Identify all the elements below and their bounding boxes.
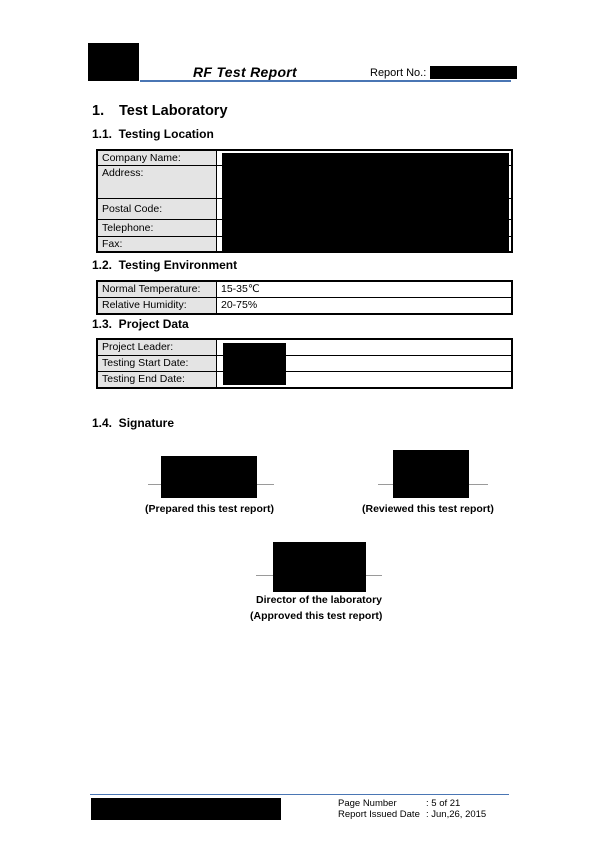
section-number: 1. xyxy=(92,103,105,119)
footer-divider xyxy=(90,794,509,795)
postal-code-label: Postal Code: xyxy=(97,199,217,220)
address-label: Address: xyxy=(97,166,217,199)
company-name-label: Company Name: xyxy=(97,150,217,166)
redacted-report-number xyxy=(430,66,517,79)
fax-label: Fax: xyxy=(97,237,217,253)
approved-caption: (Approved this test report) xyxy=(250,610,383,622)
testing-environment-heading: 1.2. Testing Environment xyxy=(92,258,238,272)
testing-start-date-label: Testing Start Date: xyxy=(97,356,217,372)
relative-humidity-value: 20-75% xyxy=(217,298,513,315)
table-row xyxy=(97,339,512,356)
report-title: RF Test Report xyxy=(193,64,298,80)
redacted-director-signature xyxy=(273,542,366,592)
redacted-project-details xyxy=(223,343,286,385)
table-row xyxy=(97,372,512,389)
project-data-table xyxy=(96,338,513,389)
redacted-prepared-signature xyxy=(161,456,257,498)
telephone-label: Telephone: xyxy=(97,220,217,237)
testing-location-heading: 1.1. Testing Location xyxy=(92,127,214,141)
page-number-value: : 5 of 21 xyxy=(426,798,461,809)
project-leader-label: Project Leader: xyxy=(97,339,217,356)
redacted-logo xyxy=(88,43,139,81)
redacted-reviewed-signature xyxy=(393,450,469,498)
table-row xyxy=(97,281,512,298)
header-divider xyxy=(140,80,511,82)
issued-date-label: Report Issued Date xyxy=(338,809,420,820)
signature-heading: 1.4. Signature xyxy=(92,416,175,430)
issued-date-value: : Jun,26, 2015 xyxy=(426,809,487,820)
testing-environment-table xyxy=(96,280,513,315)
prepared-caption: (Prepared this test report) xyxy=(145,503,274,515)
report-number-label: Report No.: xyxy=(370,67,427,79)
redacted-company-footer xyxy=(91,798,281,820)
normal-temperature-label: Normal Temperature: xyxy=(97,281,217,298)
normal-temperature-value: 15-35℃ xyxy=(217,281,513,298)
director-caption: Director of the laboratory xyxy=(256,594,383,606)
relative-humidity-label: Relative Humidity: xyxy=(97,298,217,315)
table-row xyxy=(97,356,512,372)
section-title: Test Laboratory xyxy=(119,103,228,119)
testing-end-date-label: Testing End Date: xyxy=(97,372,217,389)
redacted-location-details xyxy=(222,153,509,251)
reviewed-caption: (Reviewed this test report) xyxy=(362,503,494,515)
project-data-heading: 1.3. Project Data xyxy=(92,317,189,331)
page-number-label: Page Number xyxy=(338,798,397,809)
table-row xyxy=(97,298,512,315)
